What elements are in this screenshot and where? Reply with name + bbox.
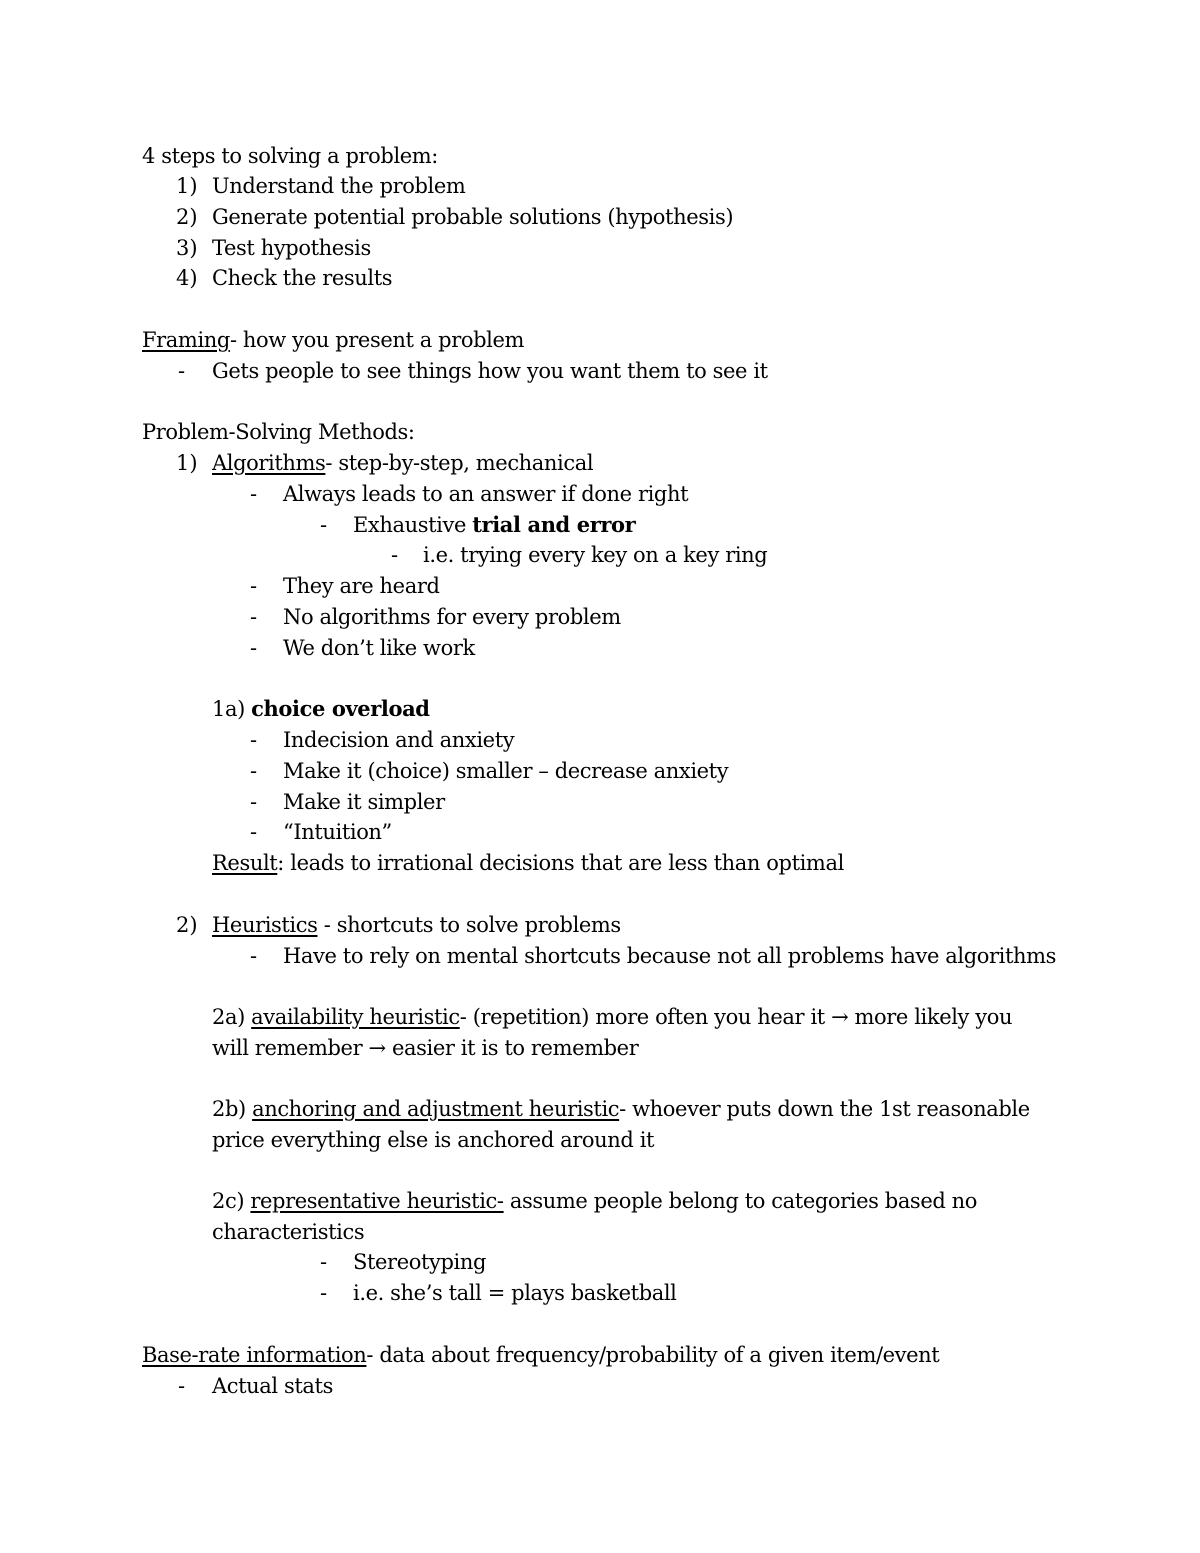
availability-line1	[212, 1004, 1012, 1030]
steps-heading: 4 steps to solving a problem:	[142, 144, 438, 168]
base-rate-definition: - data about frequency/probability of a given item/event	[366, 1343, 940, 1367]
step-text: Generate potential probable solutions (hypothesis)	[212, 205, 734, 229]
dash-bullet: -	[178, 359, 186, 383]
algorithms-term: Algorithms	[212, 451, 326, 475]
step-number: 4)	[176, 266, 198, 290]
trial-and-error-bold: trial and error	[472, 512, 636, 537]
heuristics-term: Heuristics	[212, 913, 318, 937]
algorithms-bullet: We don’t like work	[283, 636, 475, 660]
framing-definition: - how you present a problem	[229, 328, 525, 352]
dash-bullet: -	[178, 1374, 186, 1398]
representative-text: assume people belong to categories based no	[503, 1189, 978, 1213]
algorithms-definition: - step-by-step, mechanical	[325, 451, 594, 475]
step-number: 3)	[176, 236, 198, 260]
step-number: 2)	[176, 205, 198, 229]
heuristics-bullet: Have to rely on mental shortcuts because not all problems have algorithms	[283, 944, 1057, 968]
choice-overload-bullet: Indecision and anxiety	[283, 728, 515, 752]
representative-line1	[212, 1188, 977, 1214]
algorithms-number: 1)	[176, 451, 198, 475]
dash-bullet: -	[250, 482, 258, 506]
anchoring-term: anchoring and adjustment heuristic	[252, 1097, 620, 1121]
result-text: : leads to irrational decisions that are less than optimal	[277, 851, 844, 875]
dash-bullet: -	[250, 759, 258, 783]
dash-bullet: -	[320, 1281, 328, 1305]
heuristics-line	[212, 912, 621, 938]
methods-heading: Problem-Solving Methods:	[142, 420, 415, 444]
representative-line2: characteristics	[212, 1220, 365, 1244]
algorithms-bullet: They are heard	[283, 574, 440, 598]
anchoring-line2: price everything else is anchored around it	[212, 1128, 655, 1152]
heuristics-definition: - shortcuts to solve problems	[317, 913, 621, 937]
anchoring-text: - whoever puts down the 1st reasonable	[619, 1097, 1030, 1121]
algorithms-subbullet	[353, 512, 635, 538]
dash-bullet: -	[250, 574, 258, 598]
exhaustive-text: Exhaustive	[353, 513, 473, 537]
choice-overload-term: choice overload	[251, 696, 430, 721]
availability-label: 2a)	[212, 1005, 252, 1029]
representative-bullet: i.e. she’s tall = plays basketball	[353, 1281, 677, 1305]
heuristics-number: 2)	[176, 913, 198, 937]
dash-bullet: -	[320, 1250, 328, 1274]
availability-line2: will remember → easier it is to remember	[212, 1036, 639, 1060]
anchoring-label: 2b)	[212, 1097, 253, 1121]
framing-bullet: Gets people to see things how you want them to see it	[212, 359, 768, 383]
representative-label: 2c)	[212, 1189, 251, 1213]
step-text: Test hypothesis	[212, 236, 371, 260]
base-rate-line	[142, 1342, 939, 1368]
representative-term: representative heuristic-	[250, 1189, 504, 1213]
step-text: Understand the problem	[212, 174, 466, 198]
step-text: Check the results	[212, 266, 393, 290]
choice-overload-label: 1a)	[212, 697, 252, 721]
choice-overload-heading	[212, 696, 430, 722]
algorithms-bullet: No algorithms for every problem	[283, 605, 621, 629]
choice-overload-bullet: Make it (choice) smaller – decrease anxiety	[283, 759, 729, 783]
result-term: Result	[212, 851, 278, 875]
algorithms-subsubbullet: i.e. trying every key on a key ring	[423, 543, 768, 567]
availability-text: - (repetition) more often you hear it → more likely you	[459, 1005, 1013, 1029]
choice-overload-bullet: Make it simpler	[283, 790, 445, 814]
dash-bullet: -	[391, 543, 399, 567]
dash-bullet: -	[250, 636, 258, 660]
choice-overload-bullet: “Intuition”	[283, 820, 392, 844]
dash-bullet: -	[320, 513, 328, 537]
anchoring-line1	[212, 1096, 1030, 1122]
dash-bullet: -	[250, 728, 258, 752]
representative-bullet: Stereotyping	[353, 1250, 486, 1274]
dash-bullet: -	[250, 605, 258, 629]
step-number: 1)	[176, 174, 198, 198]
algorithms-line	[212, 450, 593, 476]
base-rate-bullet: Actual stats	[212, 1374, 333, 1398]
dash-bullet: -	[250, 790, 258, 814]
framing-term: Framing	[142, 328, 230, 352]
dash-bullet: -	[250, 944, 258, 968]
base-rate-term: Base-rate information	[142, 1343, 367, 1367]
framing-line	[142, 327, 524, 353]
result-line	[212, 850, 844, 876]
algorithms-bullet: Always leads to an answer if done right	[283, 482, 689, 506]
dash-bullet: -	[250, 820, 258, 844]
availability-term: availability heuristic	[251, 1005, 460, 1029]
